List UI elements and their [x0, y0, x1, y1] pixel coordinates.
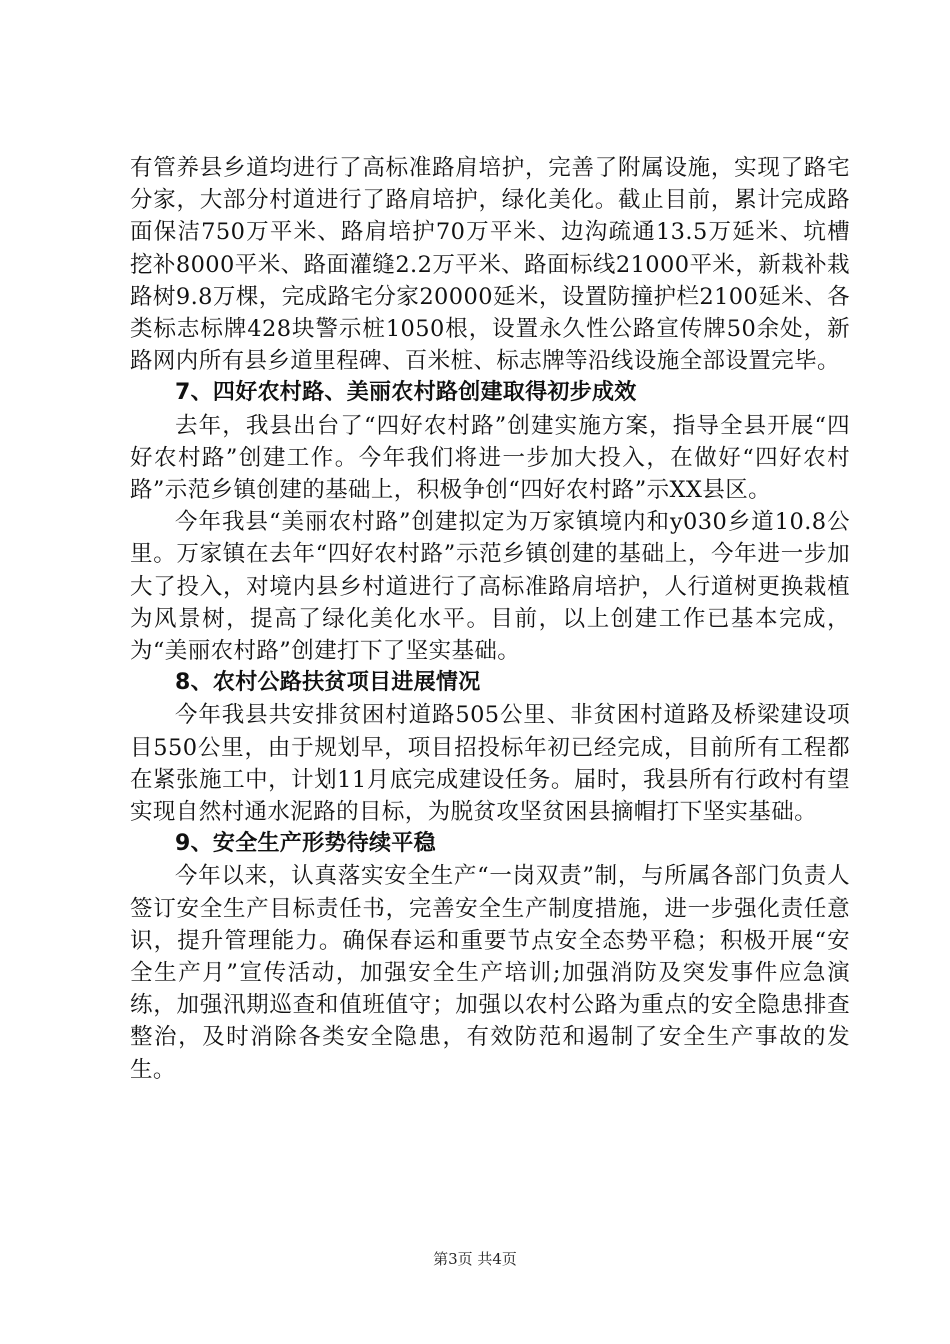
paragraph-beautiful-roads: 今年我县“美丽农村路”创建拟定为万家镇境内和y030乡道10.8公里。万家镇在去年“四好农村路”示范乡镇创建的基础上，今年进一步加大了投入，对境内县乡村道进行了高标准路肩培护，人行道树更换栽植为风景树，提高了绿化美化水平。目前，以上创建工作已基本完成，为“美丽农村路”创建打下了坚实基础。 [130, 509, 850, 665]
paragraph-safety-production: 今年以来，认真落实安全生产“一岗双责”制，与所属各部门负责人签订安全生产目标责任书，完善安全生产制度措施，进一步强化责任意识，提升管理能力。确保春运和重要节点安全态势平稳；积极开展“安全生产月”宣传活动，加强安全生产培训;加强消防及突发事件应急演练，加强汛期巡查和值班值守；加强以农村公路为重点的安全隐患排查整治，及时消除各类安全隐患，有效防范和遏制了安全生产事故的发生。 [130, 863, 850, 1083]
page-footer: 第3页 共4页 [433, 1250, 517, 1268]
section-heading-8: 8、农村公路扶贫项目进展情况 [175, 670, 481, 696]
section-heading-7: 7、四好农村路、美丽农村路创建取得初步成效 [175, 380, 637, 406]
paragraph-poverty-projects: 今年我县共安排贫困村道路505公里、非贫困村道路及桥梁建设项目550公里，由于规划早，项目招投标年初已经完成，目前所有工程都在紧张施工中，计划11月底完成建设任务。届时，我县所有行政村有望实现自然村通水泥路的目标，为脱贫攻坚贫困县摘帽打下坚实基础。 [130, 702, 850, 826]
document-page [130, 152, 850, 1086]
paragraph-four-good-roads: 去年，我县出台了“四好农村路”创建实施方案，指导全县开展“四好农村路”创建工作。今年我们将进一步加大投入，在做好“四好农村路”示范乡镇创建的基础上，积极争创“四好农村路”示XX县区。 [130, 412, 850, 504]
paragraph-road-maintenance: 有管养县乡道均进行了高标准路肩培护，完善了附属设施，实现了路宅分家，大部分村道进行了路肩培护，绿化美化。截止目前，累计完成路面保洁750万平米、路肩培护70万平米、边沟疏通13.5万延米、坑槽挖补8000平米、路面灌缝2.2万平米、路面标线21000平米，新栽补栽路树9.8万棵，完成路宅分家20000延米，设置防撞护栏2100延米、各类标志标牌428块警示桩1050根，设置永久性公路宣传牌50余处，新路网内所有县乡道里程碑、百米桩、标志牌等沿线设施全部设置完毕。 [130, 155, 850, 375]
section-heading-9: 9、安全生产形势待续平稳 [175, 831, 436, 857]
